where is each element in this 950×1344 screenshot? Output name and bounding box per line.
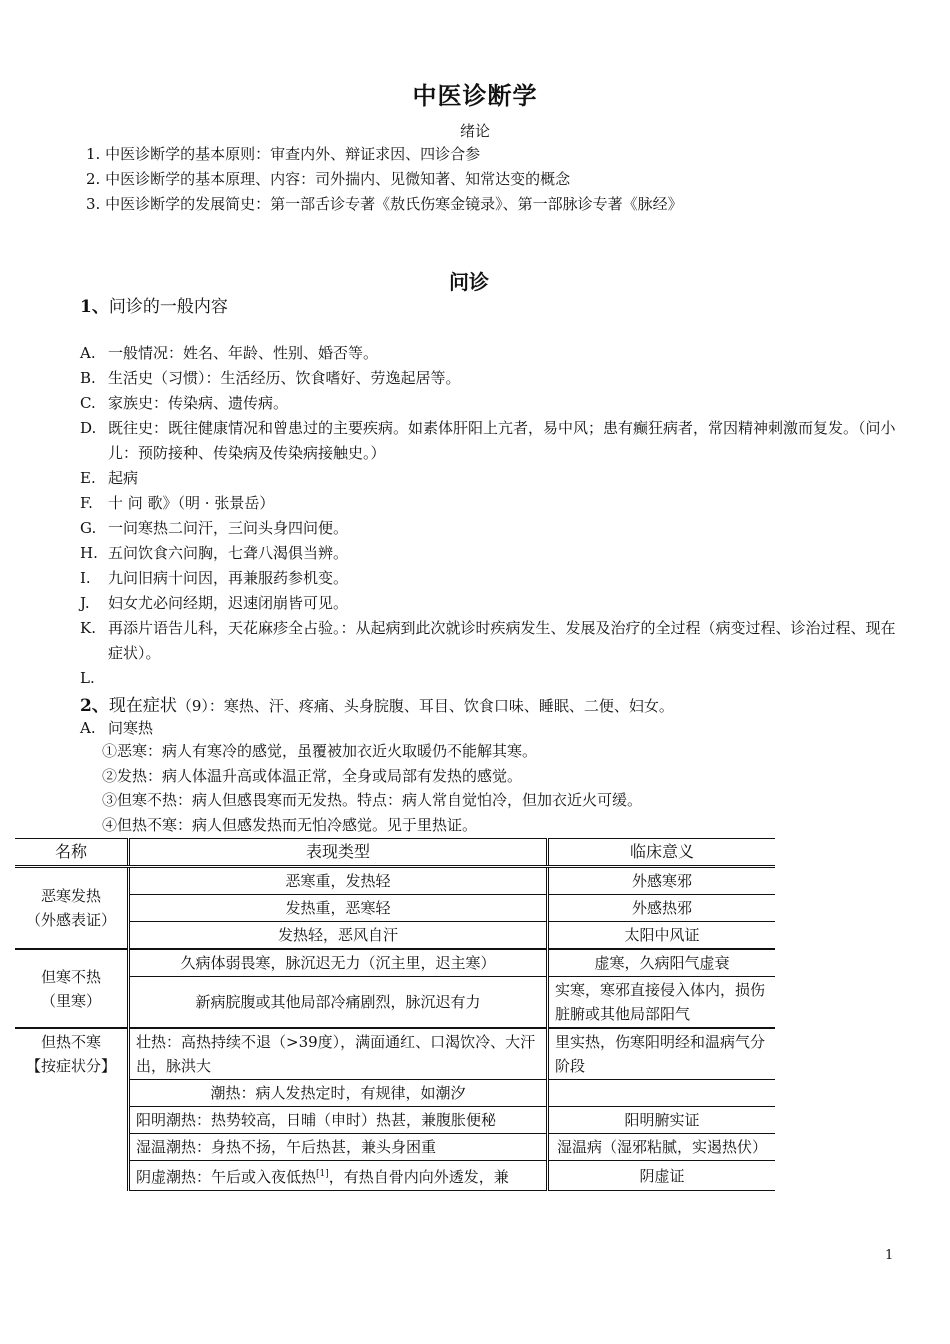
header-name: 名称 (15, 839, 129, 867)
table-row (15, 949, 775, 977)
sub-text: 问寒热 (108, 719, 154, 737)
cold-heat-list (102, 739, 902, 837)
group-name-cell (15, 1028, 129, 1191)
item-label: G. (80, 519, 97, 537)
item-label: E. (80, 469, 96, 487)
list-item (80, 566, 900, 591)
type-cell: 壮热：高热持续不退（>39度），满面通红、口渴饮冷、大汗出，脉洪大 (129, 1028, 548, 1080)
part2-number: 2 (80, 696, 92, 716)
type-cell: 潮热：病人发热定时，有规律，如潮汐 (129, 1080, 548, 1107)
header-meaning: 临床意义 (548, 839, 776, 867)
type-cell: 发热重，恶寒轻 (129, 895, 548, 922)
list-item (80, 516, 900, 541)
item-text: 五问饮食六问胸，七聋八渴俱当辨。 (108, 544, 349, 562)
cold-heat-table (15, 838, 775, 1191)
type-cell: 阳明潮热：热势较高，日晡（申时）热甚，兼腹胀便秘 (129, 1107, 548, 1134)
type-cell: 湿温潮热：身热不扬，午后热甚，兼头身困重 (129, 1134, 548, 1161)
table-row (15, 1028, 775, 1080)
group-name-cell (15, 867, 129, 950)
type-cell: 新病脘腹或其他局部冷痛剧烈，脉沉迟有力 (129, 977, 548, 1029)
item-label: C. (80, 394, 96, 412)
table-row (15, 922, 775, 950)
meaning-cell: 阴虚证 (548, 1161, 776, 1191)
item-label: I. (80, 569, 91, 587)
list-item (80, 366, 900, 391)
item-text: 一般情况：姓名、年龄、性别、婚否等。 (108, 344, 379, 362)
meaning-cell: 湿温病（湿邪粘腻，实遏热伏） (548, 1134, 776, 1161)
item-text: 起病 (108, 469, 139, 487)
item-text: 家族史：传染病、遗传病。 (108, 394, 289, 412)
meaning-cell: 外感热邪 (548, 895, 776, 922)
page-number: 1 (885, 1248, 894, 1263)
part1-text: 问诊的一般内容 (108, 297, 228, 317)
table-row (15, 895, 775, 922)
list-item (80, 616, 900, 666)
type-text: ，有热自骨内向外透发，兼 (328, 1168, 509, 1186)
type-cell: 发热轻，恶风自汗 (129, 922, 548, 950)
part1-heading (80, 292, 228, 317)
item-text: 一问寒热二问汗，三问头身四问便。 (108, 519, 349, 537)
meaning-cell: 虚寒，久病阳气虚衰 (548, 949, 776, 977)
meaning-cell: 里实热，伤寒阳明经和温病气分阶段 (548, 1028, 776, 1080)
part2-head: 现在症状 (108, 696, 177, 716)
item-text (108, 666, 900, 691)
group-name-cell (15, 949, 129, 1028)
item-label: J. (80, 594, 90, 612)
meaning-cell: 阳明腑实证 (548, 1107, 776, 1134)
item-text: 妇女尤必问经期，迟速闭崩皆可见。 (108, 594, 349, 612)
footnote-marker: [1] (316, 1169, 329, 1179)
list-item (80, 591, 900, 616)
item-text: 十 问 歌》（明 · 张景岳） (108, 494, 275, 512)
part2-heading (80, 691, 674, 716)
sub-label: A. (80, 719, 96, 737)
part2-separator: 、 (91, 696, 109, 716)
group-name-line: （里寒） (40, 991, 101, 1010)
header-type: 表现类型 (129, 839, 548, 867)
group-name-line: 【按症状分】 (25, 1057, 116, 1075)
type-cell: 恶寒重，发热轻 (129, 867, 548, 895)
meaning-cell: 外感寒邪 (548, 867, 776, 895)
type-cell: 久病体弱畏寒，脉沉迟无力（沉主里，迟主寒） (129, 949, 548, 977)
item-text: 生活史（习惯）：生活经历、饮食嗜好、劳逸起居等。 (108, 369, 461, 387)
table-header-row (15, 839, 775, 867)
table-row (15, 867, 775, 895)
part1-separator: 、 (91, 297, 109, 317)
general-items-list (80, 341, 900, 691)
intro-list (86, 142, 886, 217)
list-item (80, 391, 900, 416)
item-text: 既往史：既往健康情况和曾患过的主要疾病。如素体肝阳上亢者，易中风；患有癫狂病者，常因精神刺激而复发。（问小儿：预防接种、传染病及传染病接触史。） (108, 419, 896, 462)
part1-number: 1 (80, 297, 92, 317)
list-item: ③但寒不热：病人但感畏寒而无发热。特点：病人常自觉怕冷，但加衣近火可缓。 (102, 791, 643, 809)
part2-text: （9）：寒热、汗、疼痛、头身脘腹、耳目、饮食口味、睡眠、二便、妇女。 (176, 697, 674, 715)
table-row (15, 1107, 775, 1134)
item-text: 再添片语告儿科，天花麻疹全占验。：从起病到此次就诊时疾病发生、发展及治疗的全过程（病变过程、诊治过程、现在症状）。 (108, 619, 896, 662)
list-item: ④但热不寒：病人但感发热而无怕冷感觉。见于里热证。 (102, 815, 478, 834)
item-label: A. (80, 344, 96, 362)
table-row (15, 1134, 775, 1161)
list-item: ①恶寒：病人有寒冷的感觉，虽覆被加衣近火取暖仍不能解其寒。 (102, 742, 538, 760)
table-row (15, 1080, 775, 1107)
meaning-cell (548, 1080, 776, 1107)
type-text: 阴虚潮热：午后或入夜低热 (136, 1168, 317, 1186)
meaning-cell: 太阳中风证 (548, 922, 776, 950)
table-row (15, 1161, 775, 1191)
group-name-line: （外感表证） (25, 911, 116, 929)
intro-item: 1. 中医诊断学的基本原则：审查内外、辩证求因、四诊合参 (86, 145, 481, 163)
item-label: B. (80, 369, 96, 387)
item-label: L. (80, 669, 95, 687)
item-label: F. (80, 494, 93, 512)
list-item: ②发热：病人体温升高或体温正常，全身或局部有发热的感觉。 (102, 766, 523, 785)
list-item (80, 541, 900, 566)
list-item (80, 341, 900, 366)
part2-sub-heading (80, 716, 153, 741)
section-title: 问诊 (449, 270, 489, 294)
list-item (80, 666, 900, 691)
group-name-line: 但热不寒 (40, 1033, 101, 1051)
intro-item: 2. 中医诊断学的基本原理、内容：司外揣内、见微知著、知常达变的概念 (86, 170, 571, 188)
type-cell (129, 1161, 548, 1191)
group-name-line: 恶寒发热 (40, 887, 101, 905)
intro-item: 3. 中医诊断学的发展简史：第一部舌诊专著《敖氏伤寒金镜录》、第一部脉诊专著《脉经》 (86, 195, 683, 213)
list-item (80, 491, 900, 516)
item-label: H. (80, 544, 98, 562)
item-text: 九问旧病十问因，再兼服药参机变。 (108, 569, 349, 587)
item-label: D. (80, 419, 97, 437)
item-label: K. (80, 619, 96, 637)
table-row (15, 977, 775, 1029)
section-subtitle: 绪论 (459, 122, 490, 140)
list-item (80, 416, 900, 466)
meaning-cell: 实寒，寒邪直接侵入体内，损伤脏腑或其他局部阳气 (548, 977, 776, 1029)
group-name-line: 但寒不热 (40, 967, 101, 986)
list-item (80, 466, 900, 491)
page-title: 中医诊断学 (412, 82, 538, 110)
